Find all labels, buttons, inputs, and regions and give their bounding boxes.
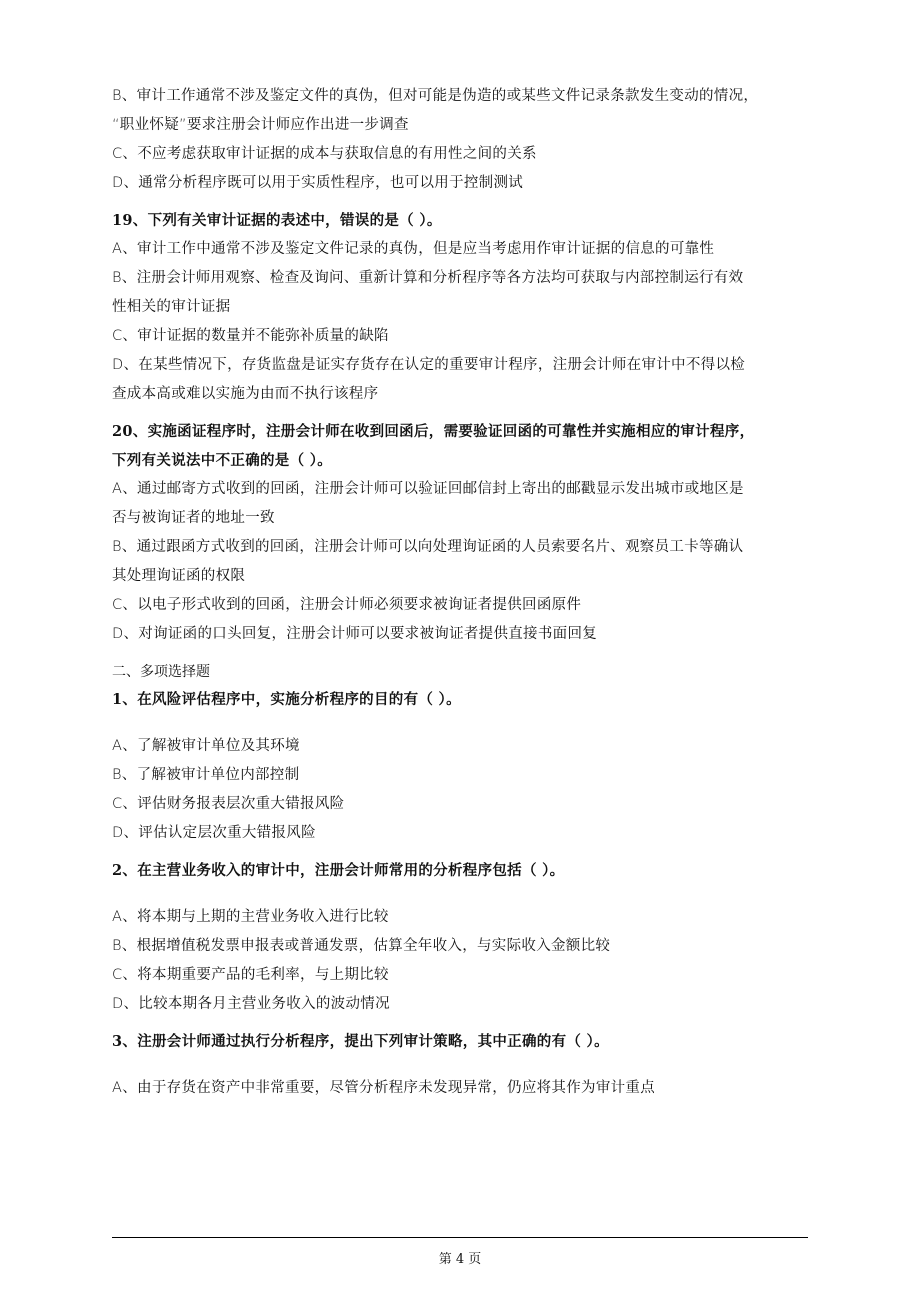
q20-option-a-line1: A、通过邮寄方式收到的回函，注册会计师可以验证回邮信封上寄出的邮戳显示发出城市或地区是: [112, 481, 744, 497]
m2-option-d: D、比较本期各月主营业务收入的波动情况: [112, 996, 390, 1012]
option-b-line2: “职业怀疑”要求注册会计师应作出进一步调查: [112, 117, 409, 133]
page-number: 第 4 页: [438, 1252, 482, 1267]
q20-option-c: C、以电子形式收到的回函，注册会计师必须要求被询证者提供回函原件: [112, 597, 582, 613]
q20-option-b-line1: B、通过跟函方式收到的回函，注册会计师可以向处理询证函的人员索要名片、观察员工卡等确认: [112, 539, 744, 555]
m1-option-a: A、了解被审计单位及其环境: [112, 738, 300, 754]
multi-question-1: 1、在风险评估程序中，实施分析程序的目的有（ ）。: [112, 691, 461, 708]
q19-option-a: A、审计工作中通常不涉及鉴定文件记录的真伪，但是应当考虑用作审计证据的信息的可靠性: [112, 241, 715, 257]
m1-option-c: C、评估财务报表层次重大错报风险: [112, 796, 345, 812]
question-20-line1: 20、实施函证程序时，注册会计师在收到回函后，需要验证回函的可靠性并实施相应的审计程序，: [112, 423, 755, 440]
q19-option-b-line2: 性相关的审计证据: [112, 299, 231, 315]
multi-question-3: 3、注册会计师通过执行分析程序，提出下列审计策略，其中正确的有（ ）。: [112, 1033, 609, 1050]
q19-option-b-line1: B、注册会计师用观察、检查及询问、重新计算和分析程序等各方法均可获取与内部控制运行有效: [112, 270, 744, 286]
question-20-line2: 下列有关说法中不正确的是（ ）。: [112, 452, 333, 469]
m2-option-b: B、根据增值税发票申报表或普通发票，估算全年收入，与实际收入金额比较: [112, 938, 611, 954]
document-body: [112, 82, 808, 1103]
section-title-multiple-choice: 二、多项选择题: [112, 664, 210, 680]
q20-option-b-line2: 其处理询证函的权限: [112, 568, 246, 584]
q20-option-d: D、对询证函的口头回复，注册会计师可以要求被询证者提供直接书面回复: [112, 626, 598, 642]
option-b-line1: B、审计工作通常不涉及鉴定文件的真伪，但对可能是伪造的或某些文件记录条款发生变动的情况，: [112, 88, 759, 104]
m2-option-c: C、将本期重要产品的毛利率，与上期比较: [112, 967, 389, 983]
footer-divider: [112, 1237, 808, 1238]
m1-option-d: D、评估认定层次重大错报风险: [112, 825, 316, 841]
multi-question-2: 2、在主营业务收入的审计中，注册会计师常用的分析程序包括（ ）。: [112, 862, 565, 879]
m3-option-a: A、由于存货在资产中非常重要，尽管分析程序未发现异常，仍应将其作为审计重点: [112, 1080, 656, 1096]
question-19: 19、下列有关审计证据的表述中，错误的是（ ）。: [112, 212, 442, 229]
m1-option-b: B、了解被审计单位内部控制: [112, 767, 300, 783]
q20-option-a-line2: 否与被询证者的地址一致: [112, 510, 275, 526]
q19-option-d-line2: 查成本高或难以实施为由而不执行该程序: [112, 386, 379, 402]
option-d: D、通常分析程序既可以用于实质性程序，也可以用于控制测试: [112, 175, 524, 191]
option-c: C、不应考虑获取审计证据的成本与获取信息的有用性之间的关系: [112, 146, 537, 162]
q19-option-c: C、审计证据的数量并不能弥补质量的缺陷: [112, 328, 389, 344]
m2-option-a: A、将本期与上期的主营业务收入进行比较: [112, 909, 389, 925]
q19-option-d-line1: D、在某些情况下，存货监盘是证实存货存在认定的重要审计程序，注册会计师在审计中不得以检: [112, 357, 746, 373]
